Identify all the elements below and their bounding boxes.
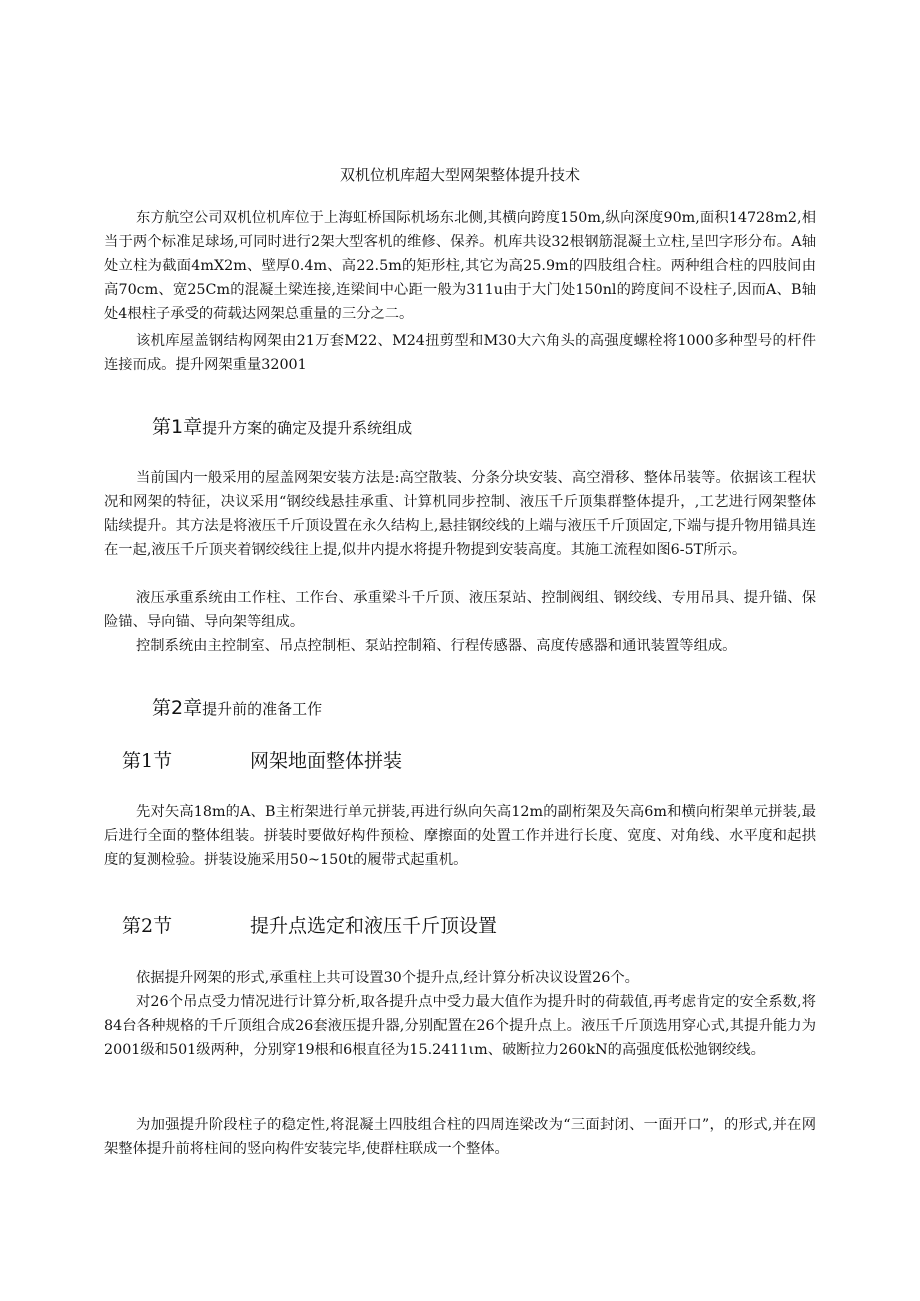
section-1-heading <box>122 746 403 773</box>
section-1-title: 网架地面整体拼装 <box>250 750 403 772</box>
section-2-number: 第2节 <box>122 915 173 937</box>
section-2-heading <box>122 911 498 938</box>
section-2-paragraph-1: 依据提升网架的形式,承重柱上共可设置30个提升点,经计算分析决议设置26个。 <box>136 970 639 986</box>
chapter-1-paragraph-1: 当前国内一般采用的屋盖网架安装方法是:高空散装、分条分块安装、高空滑移、整体吊装等。依据该工程状况和网架的特征，决议采用“钢绞线悬挂承重、计算机同步控制、液压千斤顶集群整体提升，,工艺进行网架整体陆续提升。其方法是将液压千斤顶设置在永久结构上,悬挂钢绞线的上端与液压千斤顶固定,下端与提升物用锚具连在一起,液压千斤顶夹着钢绞线往上提,似井内提水将提升物提到安装高度。其施工流程如图6-5T所示。 <box>104 470 816 558</box>
chapter-2-title: 提升前的准备工作 <box>202 700 323 718</box>
chapter-1-title: 提升方案的确定及提升系统组成 <box>202 419 413 437</box>
section-2-title: 提升点选定和液压千斤顶设置 <box>250 915 498 937</box>
chapter-2-number: 第2章 <box>152 697 203 719</box>
section-2-paragraph-2: 对26个吊点受力情况进行计算分析,取各提升点中受力最大值作为提升时的荷载值,再考虑肯定的安全系数,将84台各种规格的千斤顶组合成26套液压提升器,分别配置在26个提升点上。液压千斤顶选用穿心式,其提升能力为2001级和501级两种，分别穿19根和6根直径为15.2411ιm、破断拉力260kN的高强度低松弛钢绞线。 <box>104 994 816 1058</box>
chapter-2-heading <box>152 693 322 720</box>
intro-paragraph-2: 该机库屋盖钢结构网架由21万套M22、M24扭剪型和M30大六角头的高强度螺栓将1000多种型号的杆件连接而成。提升网架重量32001 <box>104 333 816 373</box>
chapter-1-paragraph-3: 控制系统由主控制室、吊点控制柜、泵站控制箱、行程传感器、高度传感器和通讯装置等组成。 <box>136 638 737 654</box>
intro-paragraph-1: 东方航空公司双机位机库位于上海虹桥国际机场东北侧,其横向跨度150m,纵向深度90m,面积14728m2,相当于两个标准足球场,可同时进行2架大型客机的维修、保养。机库共设32根钢筋混凝土立柱,呈凹字形分布。A轴处立柱为截面4mX2m、壁厚0.4m、高22.5m的矩形柱,其它为高25.9m的四肢组合柱。两种组合柱的四肢间由高70cm、宽25Cm的混凝土梁连接,连梁间中心距一般为311u由于大门处150nl的跨度间不设柱子,因而A、B轴处4根柱子承受的荷载达网架总重量的三分之二。 <box>104 210 816 322</box>
chapter-1-heading <box>152 412 412 439</box>
document-title: 双机位机库超大型网架整体提升技术 <box>339 166 580 184</box>
chapter-1-number: 第1章 <box>152 416 203 438</box>
chapter-1-paragraph-2: 液压承重系统由工作柱、工作台、承重梁斗千斤顶、液压泵站、控制阀组、钢绞线、专用吊具、提升锚、保险锚、导向锚、导向架等组成。 <box>104 590 816 630</box>
section-2-paragraph-3: 为加强提升阶段柱子的稳定性,将混凝土四肢组合柱的四周连梁改为“三面封闭、一面开口”，的形式,并在网架整体提升前将柱间的竖向构件安装完毕,使群柱联成一个整体。 <box>104 1117 816 1157</box>
section-1-paragraph-1: 先对矢高18m的A、B主桁架进行单元拼装,再进行纵向矢高12m的副桁架及矢高6m和横向桁架单元拼装,最后进行全面的整体组装。拼装时要做好构件预检、摩擦面的处置工作并进行长度、宽度、对角线、水平度和起拱度的复测检验。拼装设施采用50~150t的履带式起重机。 <box>104 804 816 868</box>
section-1-number: 第1节 <box>122 750 173 772</box>
